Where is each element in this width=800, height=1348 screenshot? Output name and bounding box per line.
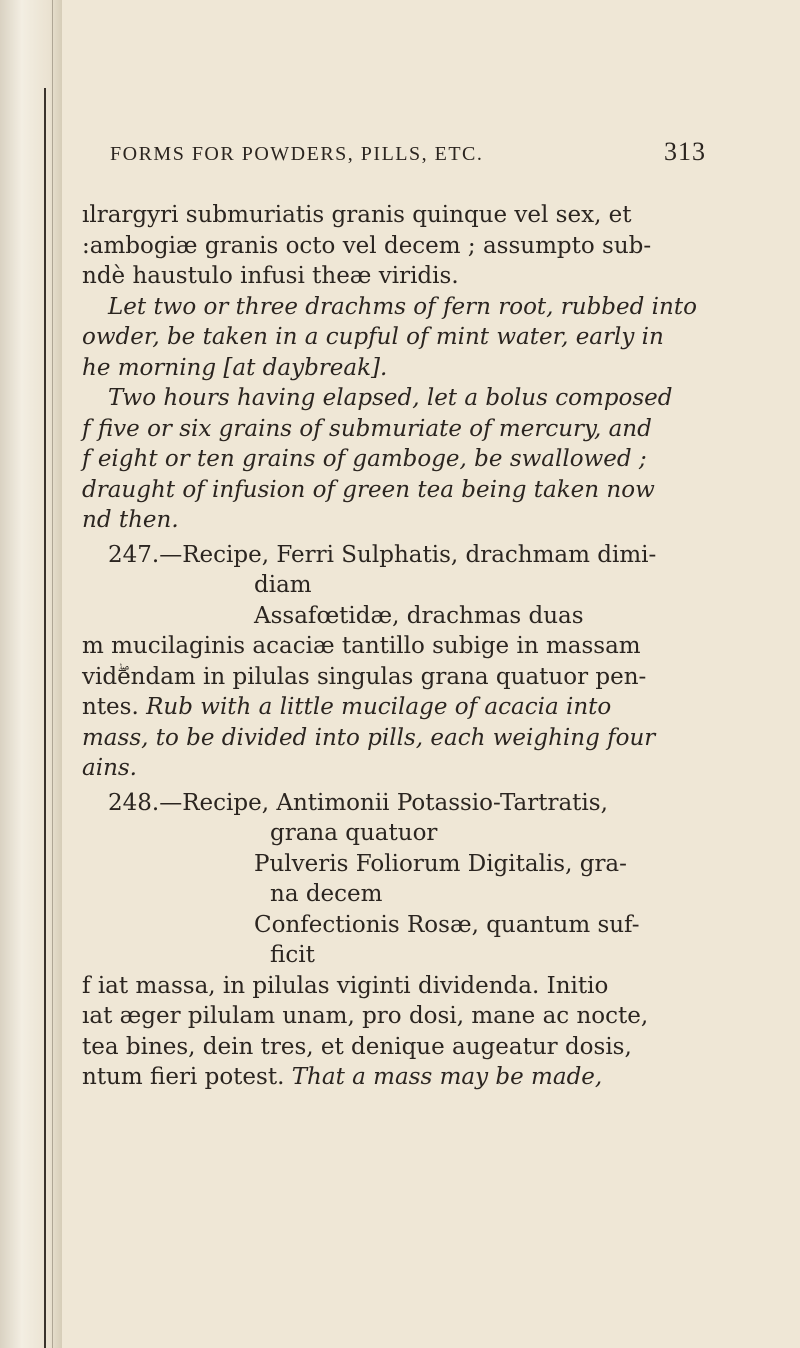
text-line: ılrargyri submuriatis granis quinque vel sex, et [82,202,632,228]
recipe-248-line: grana quatuor [270,820,438,846]
recipe-247-line [62,692,712,723]
text-line: Let two or three drachms of fern root, rubbed into [108,293,697,320]
text-line: :ambogiæ granis octo vel decem ; assumpto sub- [82,232,652,259]
recipe-247-translation: Rub with a little mucilage of acacia into [138,694,612,720]
recipe-247-line: Assafœtidæ, drachmas duas [254,602,584,629]
text-line: he morning [at daybreak]. [82,354,388,381]
recipe-247-heading: 247.—Recipe, Ferri Sulphatis, drachmam dimi- [108,541,657,568]
recipe-248-line: ficit [270,942,315,968]
recipe-248-line [62,1062,712,1093]
recipe-247-line: vidۖendam in pilulas singulas grana quatuor pen- [82,663,647,690]
running-title: FORMS FOR POWDERS, PILLS, ETC. [110,143,484,165]
page-body [62,200,712,1093]
recipe-247-line: diam [254,572,312,598]
recipe-248-line: na decem [270,881,383,907]
running-header [110,137,706,173]
recipe-247-line: mass, to be divided into pills, each weighing four [82,724,656,751]
recipe-247-latin-end: ntes. [82,694,139,720]
binding-edge [44,88,46,1348]
recipe-248-line: Pulveris Foliorum Digitalis, gra- [254,850,627,877]
text-line: owder, be taken in a cupful of mint water, early in [82,324,664,350]
recipe-248-line: Confectionis Rosæ, quantum suf- [254,911,640,938]
recipe-248-line: ıat æger pilulam unam, pro dosi, mane ac nocte, [82,1003,649,1029]
text-line: ndè haustulo infusi theæ viridis. [82,263,459,289]
text-line: f five or six grains of submuriate of mercury, and [82,415,652,442]
text-line: Two hours having elapsed, let a bolus composed [108,385,673,411]
text-line: nd then. [82,507,179,533]
recipe-248-latin-end: ntum fieri potest. [82,1064,285,1090]
recipe-247-line: ains. [82,755,137,781]
recipe-248-translation: That a mass may be made, [284,1064,603,1090]
binding-shadow [52,0,53,1348]
recipe-248-line: f iat massa, in pilulas viginti dividenda. Initio [82,972,609,999]
page-number: 313 [664,137,706,166]
text-line: draught of infusion of green tea being taken now [82,476,655,503]
recipe-248-heading: 248.—Recipe, Antimonii Potassio-Tartratis, [108,789,608,816]
recipe-248-line: tea bines, dein tres, et denique augeatur dosis, [82,1033,632,1060]
text-line: f eight or ten grains of gamboge, be swallowed ; [82,446,647,472]
recipe-247-line: m mucilaginis acaciæ tantillo subige in massam [82,633,641,659]
